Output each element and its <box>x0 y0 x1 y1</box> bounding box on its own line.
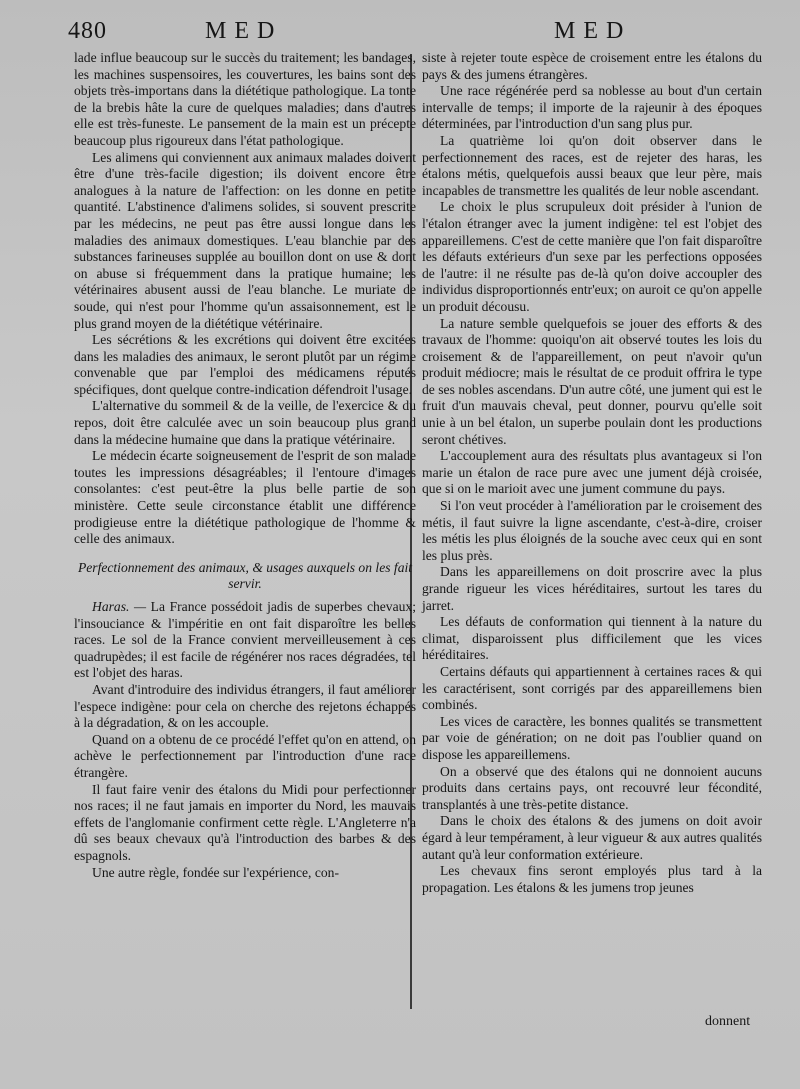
paragraph: Dans les appareillemens on doit proscrire avec la plus grande rigueur les vices héréditaires, surtout les tares du jarret. <box>422 564 762 613</box>
paragraph: Les alimens qui conviennent aux animaux malades doivent être d'une très-facile digestion; ils doivent encore être analogues à la nature de l'affection: on les donne en petite quantité. L'abstinence d'alimens solides, si souvent prescrite par les médecins, ne peut pas être aussi longue dans les maladies des animaux domestiques. L'eau blanchie par des substances farineuses supplée au bouillon dont on use & dont on abuse si fréquemment dans la pratique humaine; les vétérinaires abusent aussi de l'eau blanche. Le muriate de soude, qui n'est pour l'homme qu'un assaisonnement, est le plus grand moyen de la diététique vétérinaire. <box>74 149 416 331</box>
paragraph: Avant d'introduire des individus étrangers, il faut améliorer l'espece indigène: pour cela on cherche des rejetons échappés à la dégradation, & on les accouple. <box>74 681 416 731</box>
catchword: donnent <box>705 1014 751 1029</box>
paragraph: La quatrième loi qu'on doit observer dans le perfectionnement des races, est de rejeter des haras, les étalons métis, quelquefois aussi beaux que leur père, mais incapables de transmettre les qualités de leur noble ascendant. <box>422 132 762 198</box>
section-title: Perfectionnement des animaux, & usages auxquels on les fait servir. <box>77 559 413 592</box>
running-header <box>60 18 780 52</box>
paragraph: On a observé que des étalons qui ne donnoient aucuns produits dans certains pays, ont recouvré leur fécondité, transplantés à une très-petite distance. <box>422 763 762 812</box>
paragraph: L'alternative du sommeil & de la veille, de l'exercice & du repos, doit être calculée avec un soin beaucoup plus grand dans la médecine humaine que dans la pratique vétérinaire. <box>74 398 416 447</box>
paragraph: Si l'on veut procéder à l'amélioration par le croisement des métis, il faut suivre la ligne ascendante, c'est-à-dire, croiser les métis les plus éloignés de la souche avec ceux qui en sont les plus près. <box>422 498 762 563</box>
haras-label: Haras. — <box>92 599 147 614</box>
page-number: 480 <box>68 18 107 44</box>
left-column <box>74 50 416 881</box>
haras-text: La France possédoit jadis de superbes chevaux; l'insouciance & l'impéritie en ont fait disparoître les belles races. Le sol de la France convient merveilleusement à ces quadrupèdes; il est facile de régénérer nos races dégradées, tel est l'objet des haras. <box>74 599 417 681</box>
paragraph: Quand on a obtenu de ce procédé l'effet qu'on en attend, on achève le perfectionnement par l'introduction d'une race étrangère. <box>74 731 416 780</box>
paragraph: Le médecin écarte soigneusement de l'esprit de son malade toutes les impressions désagréables; il l'entoure d'images consolantes: c'est peut-être la plus belle partie de son ministère. Cette seule circonstance établit une différence prodigieuse entre la diététique pathologique de l'homme & celle des animaux. <box>74 448 416 547</box>
paragraph: Les vices de caractère, les bonnes qualités se transmettent par voie de génération; on ne doit pas l'oublier quand on dispose les appareillemens. <box>422 713 762 762</box>
paragraph: Les chevaux fins seront employés plus tard à la propagation. Les étalons & les jumens trop jeunes <box>422 863 762 895</box>
paragraph: Les défauts de conformation qui tiennent à la nature du climat, disparoissent plus difficilement que les vices héréditaires. <box>422 614 762 663</box>
paragraph: Les sécrétions & les excrétions qui doivent être excitées dans les maladies des animaux, le seront plutôt par un régime convenable que par l'emploi des médicamens réputés spécifiques, dont quelque contre-indication défendroit l'usage. <box>74 332 416 397</box>
paragraph: Il faut faire venir des étalons du Midi pour perfectionner nos races; il ne faut jamais en importer du Nord, les mauvais effets de l'anglomanie confirment cette règle. L'Angleterre n'a dû ses beaux chevaux qu'à l'introduction des barbes & des espagnols. <box>74 781 416 863</box>
paragraph: Le choix le plus scrupuleux doit présider à l'union de l'étalon étranger avec la jument indigène: tel est l'objet des appareillemens. C'est de cette manière que l'on fait disparoître les défauts extérieurs d'un sexe par les perfections opposées de l'autre: il ne résulte pas de-là qu'on doive accoupler des individus disproportionnés entr'eux; on auroit ce qu'on appelle un produit décousu. <box>422 199 762 314</box>
paragraph: lade influe beaucoup sur le succès du traitement; les bandages, les machines suspensoires, les couvertures, les bains sont des objets très-importans dans la diététique pathologique. La tonte de la brebis hâte la cure de quelques maladies; dans d'autres elle est très-funeste. Le pansement de la main est un précepte beaucoup plus rigoureux dans l'état pathologique. <box>74 50 416 148</box>
paragraph: La nature semble quelquefois se jouer des efforts & des travaux de l'homme: quoiqu'on ait observé toutes les lois du croisement & de l'appareillement, on peut n'avoir qu'un produit médiocre; mais le résultat de ce produit offrira le type de ses nobles ascendans. D'un autre côté, une jument qui est le fruit d'un mauvais cheval, peut donner, pourvu qu'elle soit unie à un bel étalon, un superbe poulain dont les productions seront chétives. <box>422 315 762 447</box>
paragraph: Une autre règle, fondée sur l'expérience, con- <box>92 864 340 880</box>
paragraph: Une race régénérée perd sa noblesse au bout d'un certain intervalle de temps; il importe de la rajeunir à des époques déterminées, par l'introduction d'un sang plus pur. <box>422 83 762 132</box>
paragraph: L'accouplement aura des résultats plus avantageux si l'on marie un étalon de race pure avec une jument déjà croisée, que si on le marioit avec une jument commune du pays. <box>422 448 762 497</box>
header-right-title: MED <box>554 18 632 44</box>
header-left-title: MED <box>205 18 283 44</box>
paragraph: Dans le choix des étalons & des jumens on doit avoir égard à leur tempérament, à leur vigueur & aux autres qualités autant qu'à leur conformation extérieure. <box>422 813 762 862</box>
paragraph-haras <box>74 599 416 682</box>
right-column <box>422 50 762 896</box>
paragraph: Certains défauts qui appartiennent à certaines races & qui les caractérisent, sont corrigés par des appareillemens bien combinés. <box>422 663 762 713</box>
paragraph: siste à rejeter toute espèce de croisement entre les étalons du pays & des jumens étrangères. <box>422 50 762 82</box>
